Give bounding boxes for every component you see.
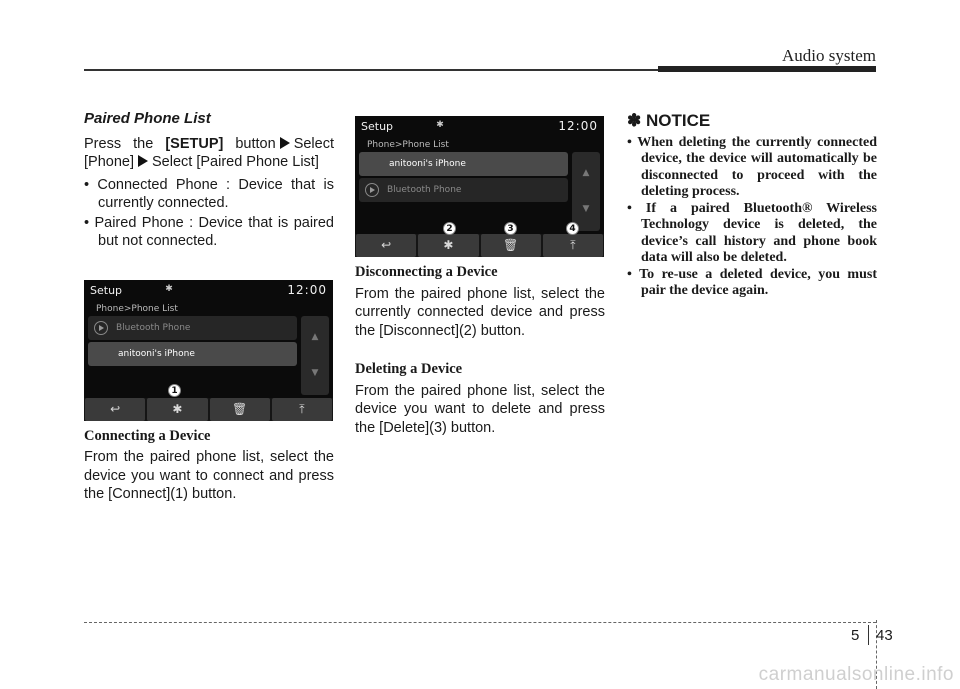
list-item[interactable] xyxy=(88,316,297,340)
arrow-right-icon xyxy=(280,137,290,149)
screen-clock: 12:00 xyxy=(558,119,598,133)
top-button[interactable]: ⤒ xyxy=(272,398,332,421)
back-button[interactable]: ↩ xyxy=(356,234,416,257)
screen-title: Setup xyxy=(90,283,123,297)
page-divider xyxy=(868,625,869,645)
screen-toolbar xyxy=(355,234,604,257)
sub-heading: Deleting a Device xyxy=(355,361,463,377)
header-rule xyxy=(84,69,658,71)
scroll-up-button[interactable]: ▲ xyxy=(572,152,600,195)
scroll-down-button[interactable]: ▼ xyxy=(301,352,329,395)
column-2 xyxy=(355,116,605,437)
bluetooth-icon: ✱ xyxy=(165,283,173,294)
play-icon xyxy=(365,183,379,197)
disconnect-button[interactable]: ✱ xyxy=(418,234,478,257)
footer-rule xyxy=(84,622,876,623)
arrow-right-icon xyxy=(138,155,148,167)
list-item: • If a paired Bluetooth® Wireless Technology device is deleted, the device’s call history and phone book data will also be deleted. xyxy=(627,200,877,265)
paragraph: From the paired phone list, select the device you want to delete and press the [Delete](3) button. xyxy=(355,382,605,436)
play-icon xyxy=(94,321,108,335)
scroll-up-button[interactable]: ▲ xyxy=(301,316,329,359)
callout-badge: 2 xyxy=(443,222,456,235)
list-item-label: Bluetooth Phone xyxy=(387,185,462,195)
screen-connect xyxy=(84,280,333,421)
bullet-list xyxy=(84,176,334,251)
instr-part: Select [Paired Phone List] xyxy=(152,154,319,170)
delete-button[interactable]: 🗑 xyxy=(210,398,270,421)
screen-clock: 12:00 xyxy=(287,282,327,297)
callout-badge: 4 xyxy=(566,222,579,235)
connect-button[interactable]: ✱ xyxy=(147,398,207,421)
callout-badge: 1 xyxy=(168,384,181,397)
list-item: • Paired Phone : Device that is paired but not connected. xyxy=(84,214,334,249)
list-item[interactable] xyxy=(359,152,568,176)
screen-title: Setup xyxy=(361,120,394,133)
top-button[interactable]: ⤒ xyxy=(543,234,603,257)
bluetooth-icon: ✱ xyxy=(436,120,444,130)
list-item: • When deleting the currently connected device, the device will automatically be disconnected to proceed with the deleting process. xyxy=(627,134,877,199)
screen-disconnect xyxy=(355,116,604,257)
header-rule-thick xyxy=(658,66,876,72)
delete-button[interactable]: 🗑 xyxy=(481,234,541,257)
instruction-text xyxy=(84,135,334,172)
header-title: Audio system xyxy=(782,46,876,65)
notice-box xyxy=(627,112,877,300)
list-item: • To re-use a deleted device, you must pair the device again. xyxy=(627,266,877,298)
scroll-down-button[interactable]: ▼ xyxy=(572,188,600,231)
chapter-number: 5 xyxy=(851,627,860,644)
notice-title: ✽ NOTICE xyxy=(627,111,711,130)
sub-heading: Disconnecting a Device xyxy=(355,264,498,280)
callout-badge: 3 xyxy=(504,222,517,235)
paragraph: From the paired phone list, select the device you want to connect and press the [Connect](1) button. xyxy=(84,449,334,502)
setup-button-label: [SETUP] xyxy=(165,135,224,152)
list-item[interactable] xyxy=(88,342,297,366)
back-button[interactable]: ↩ xyxy=(85,398,145,421)
column-1 xyxy=(84,110,334,504)
screen-toolbar xyxy=(84,398,333,421)
paragraph: From the paired phone list, select the currently connected device and press the [Disconnect](2) button. xyxy=(355,285,605,339)
sub-heading: Connecting a Device xyxy=(84,427,211,444)
page-number: 43 xyxy=(876,627,893,644)
list-item: • Connected Phone : Device that is currently connected. xyxy=(84,176,334,211)
instr-part: Select xyxy=(293,135,334,152)
screen-breadcrumb: Phone>Phone List xyxy=(367,140,449,150)
list-item-label: anitooni's iPhone xyxy=(389,159,466,169)
list-item-label: Bluetooth Phone xyxy=(116,322,191,333)
watermark: carmanualsonline.info xyxy=(758,664,954,685)
instr-part: [Phone] xyxy=(84,154,134,170)
instr-part: Press the xyxy=(84,135,154,152)
list-item[interactable] xyxy=(359,178,568,202)
screen-breadcrumb: Phone>Phone List xyxy=(96,303,178,314)
instr-part: button xyxy=(235,135,276,152)
list-item-label: anitooni's iPhone xyxy=(118,348,195,359)
section-heading: Paired Phone List xyxy=(84,110,211,127)
